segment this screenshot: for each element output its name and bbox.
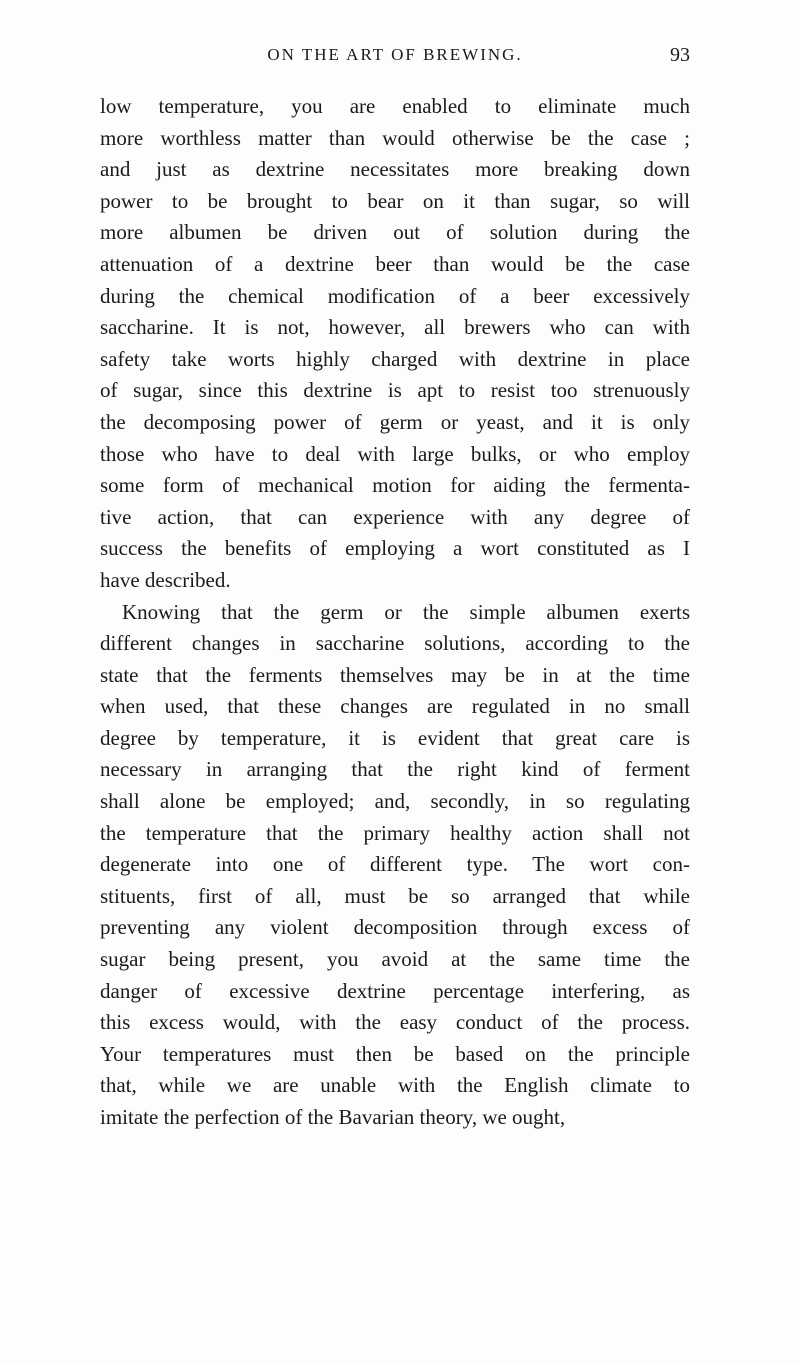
text-line: saccharine. It is not, however, all brewers who can with <box>100 315 690 340</box>
text-line: the decomposing power of germ or yeast, and it is only <box>100 409 690 434</box>
text-line: of sugar, since this dextrine is apt to resist too strenuously <box>100 378 690 403</box>
text-line: that, while we are unable with the English climate to <box>100 1073 690 1098</box>
text-line: power to be brought to bear on it than sugar, so will <box>100 188 690 213</box>
text-line: tive action, that can experience with any degree of <box>100 504 690 529</box>
text-line: degree by temperature, it is evident that great care is <box>100 725 690 750</box>
text-line: state that the ferments themselves may be in at the time <box>100 662 690 687</box>
running-title: ON THE ART OF BREWING. <box>267 45 523 64</box>
text-line: more albumen be driven out of solution during the <box>100 220 690 245</box>
page-number: 93 <box>670 44 690 66</box>
text-line: this excess would, with the easy conduct of the process. <box>100 1010 690 1035</box>
text-line: those who have to deal with large bulks, or who employ <box>100 441 690 466</box>
text-line: degenerate into one of different type. The wort con- <box>100 852 690 877</box>
body-text <box>100 91 690 1134</box>
text-line: when used, that these changes are regulated in no small <box>100 694 690 719</box>
text-line: the temperature that the primary healthy action shall not <box>100 820 690 845</box>
text-line: some form of mechanical motion for aiding the fermenta- <box>100 473 690 498</box>
text-line: different changes in saccharine solutions, according to the <box>100 631 690 656</box>
text-line: Knowing that the germ or the simple albumen exerts <box>122 599 690 624</box>
text-line: danger of excessive dextrine percentage interfering, as <box>100 978 690 1003</box>
text-line: low temperature, you are enabled to eliminate much <box>100 94 690 118</box>
text-line: preventing any violent decomposition through excess of <box>100 915 690 940</box>
paragraph-2 <box>100 597 690 1134</box>
text-line: have described. <box>100 567 231 592</box>
text-line: safety take worts highly charged with dextrine in place <box>100 346 690 371</box>
paragraph-1 <box>100 91 690 597</box>
text-line: Your temperatures must then be based on the principle <box>100 1041 690 1066</box>
text-line: sugar being present, you avoid at the same time the <box>100 947 690 972</box>
text-line: necessary in arranging that the right kind of ferment <box>100 757 690 782</box>
text-line: success the benefits of employing a wort constituted as I <box>100 536 690 561</box>
text-line: shall alone be employed; and, secondly, in so regulating <box>100 789 690 814</box>
text-line: imitate the perfection of the Bavarian theory, we ought, <box>100 1105 566 1129</box>
text-line: and just as dextrine necessitates more breaking down <box>100 157 690 182</box>
running-head <box>100 40 690 70</box>
text-line: attenuation of a dextrine beer than would be the case <box>100 251 690 276</box>
text-line: during the chemical modification of a beer excessively <box>100 283 690 308</box>
text-line: stituents, first of all, must be so arranged that while <box>100 883 690 908</box>
text-line: more worthless matter than would otherwise be the case ; <box>100 125 690 150</box>
